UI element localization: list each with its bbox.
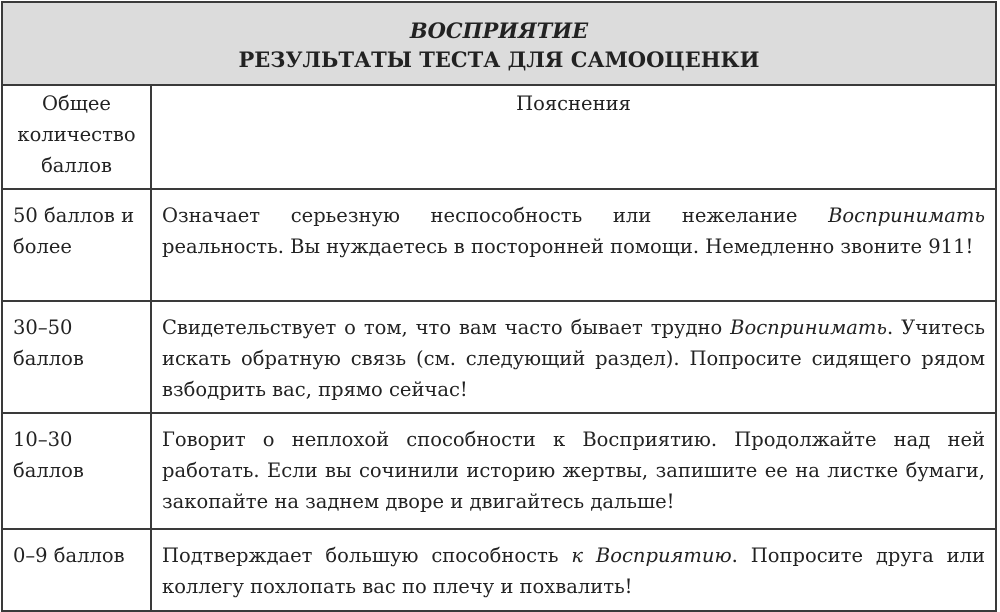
explanation-text: Означает серьезную неспособность или нежелание — [162, 204, 829, 227]
explanation-text: Подтверждает большую способность — [162, 544, 572, 567]
table-row — [2, 529, 996, 611]
table-supertitle: ВОСПРИЯТИЕ — [409, 17, 589, 43]
explanation-emphasis: Воспринимать — [730, 316, 888, 339]
explanation-cell — [151, 529, 996, 611]
table-row — [2, 189, 996, 301]
score-cell: 30–50 баллов — [2, 301, 151, 413]
explanation-emphasis: к Восприятию — [571, 544, 732, 567]
score-cell: 50 баллов и более — [2, 189, 151, 301]
score-cell: 0–9 баллов — [2, 529, 151, 611]
explanation-cell — [151, 301, 996, 413]
explanation-emphasis: Воспринимать — [828, 204, 985, 227]
explanation-text: . Учитесь искать обратную связь (см. следующий раздел). Попросите сидящего рядом взбодрить вас, прямо сейчас! — [162, 316, 985, 401]
self-assessment-table — [1, 1, 997, 612]
column-header-row — [2, 85, 996, 189]
column-header-score: Общее количество баллов — [2, 85, 151, 189]
score-cell: 10–30 баллов — [2, 413, 151, 529]
explanation-cell — [151, 413, 996, 529]
explanation-text: Говорит о неплохой способности к Восприятию. Продолжайте над ней работать. Если вы сочинили историю жертвы, запишите ее на листке бумаги, закопайте на заднем дворе и двигайтесь дальше! — [162, 428, 985, 513]
table-title: РЕЗУЛЬТАТЫ ТЕСТА ДЛЯ САМООЦЕНКИ — [238, 46, 760, 72]
explanation-text: Свидетельствует о том, что вам часто бывает трудно — [162, 316, 731, 339]
explanation-text: . Попросите друга или коллегу похлопать вас по плечу и похвалить! — [162, 544, 985, 598]
table-row — [2, 413, 996, 529]
explanation-text: реальность. Вы нуждаетесь в посторонней помощи. Немедленно звоните 911! — [162, 235, 974, 258]
table-row — [2, 301, 996, 413]
explanation-cell — [151, 189, 996, 301]
table-header — [2, 2, 996, 85]
column-header-explanation: Пояснения — [151, 85, 996, 189]
